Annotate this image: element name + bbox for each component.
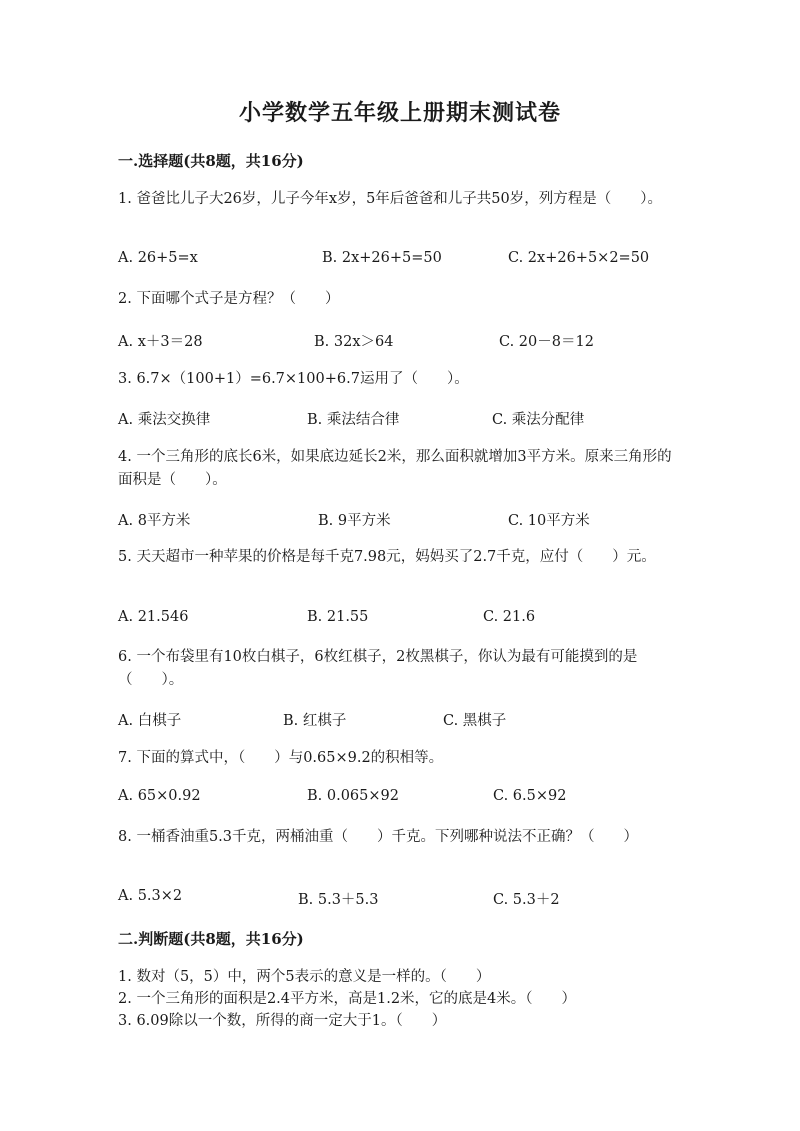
judgement-question-3: 3. 6.09除以一个数，所得的商一定大于1。（ ） [118, 1013, 447, 1029]
q5-option-b: B. 21.55 [307, 609, 369, 625]
q8-option-c: C. 5.3＋2 [493, 892, 560, 908]
judgement-question-2: 2. 一个三角形的面积是2.4平方米，高是1.2米，它的底是4米。（ ） [118, 991, 577, 1007]
judgement-question-1: 1. 数对（5，5）中，两个5表示的意义是一样的。（ ） [118, 969, 491, 985]
q1-option-c: C. 2x+26+5×2=50 [508, 250, 650, 266]
q6-option-c: C. 黑棋子 [443, 713, 507, 729]
q5-option-a: A. 21.546 [118, 609, 189, 625]
q7-option-b: B. 0.065×92 [307, 788, 399, 804]
question-4: 4. 一个三角形的底长6米，如果底边延长2米，那么面积就增加3平方米。原来三角形的面积是（ ）。 [118, 449, 672, 488]
q1-option-a: A. 26+5=x [118, 250, 198, 266]
q1-option-b: B. 2x+26+5=50 [322, 250, 442, 266]
question-3: 3. 6.7×（100+1）=6.7×100+6.7运用了（ ）。 [118, 371, 469, 387]
question-5: 5. 天天超市一种苹果的价格是每千克7.98元，妈妈买了2.7千克，应付（ ）元。 [118, 549, 656, 565]
question-8: 8. 一桶香油重5.3千克，两桶油重（ ）千克。下列哪种说法不正确？（ ） [118, 829, 639, 845]
q2-option-c: C. 20－8＝12 [499, 334, 594, 350]
q4-option-c: C. 10平方米 [508, 513, 590, 529]
q4-option-a: A. 8平方米 [118, 513, 191, 529]
q2-option-a: A. x＋3＝28 [118, 334, 203, 350]
q4-option-b: B. 9平方米 [318, 513, 391, 529]
q7-option-c: C. 6.5×92 [493, 788, 567, 804]
question-6: 6. 一个布袋里有10枚白棋子，6枚红棋子，2枚黑棋子，你认为最有可能摸到的是（ ）。 [118, 649, 638, 688]
q8-option-a: A. 5.3×2 [118, 888, 183, 904]
question-7: 7. 下面的算式中，（ ）与0.65×9.2的积相等。 [118, 750, 444, 766]
question-2: 2. 下面哪个式子是方程？（ ） [118, 291, 340, 307]
q6-option-b: B. 红棋子 [283, 713, 347, 729]
q3-option-b: B. 乘法结合律 [307, 412, 400, 428]
q5-option-c: C. 21.6 [483, 609, 536, 625]
q6-option-a: A. 白棋子 [118, 713, 182, 729]
q3-option-a: A. 乘法交换律 [118, 412, 211, 428]
question-1: 1. 爸爸比儿子大26岁，儿子今年x岁，5年后爸爸和儿子共50岁，列方程是（ ）。 [118, 191, 662, 207]
q3-option-c: C. 乘法分配律 [492, 412, 585, 428]
q7-option-a: A. 65×0.92 [118, 788, 201, 804]
q2-option-b: B. 32x＞64 [314, 334, 394, 350]
q8-option-b: B. 5.3＋5.3 [298, 892, 379, 908]
exam-title: 小学数学五年级上册期末测试卷 [238, 100, 561, 126]
section-heading-judgement: 二.判断题(共8题，共16分) [118, 930, 304, 948]
section-heading-choice: 一.选择题(共8题，共16分) [118, 152, 304, 170]
